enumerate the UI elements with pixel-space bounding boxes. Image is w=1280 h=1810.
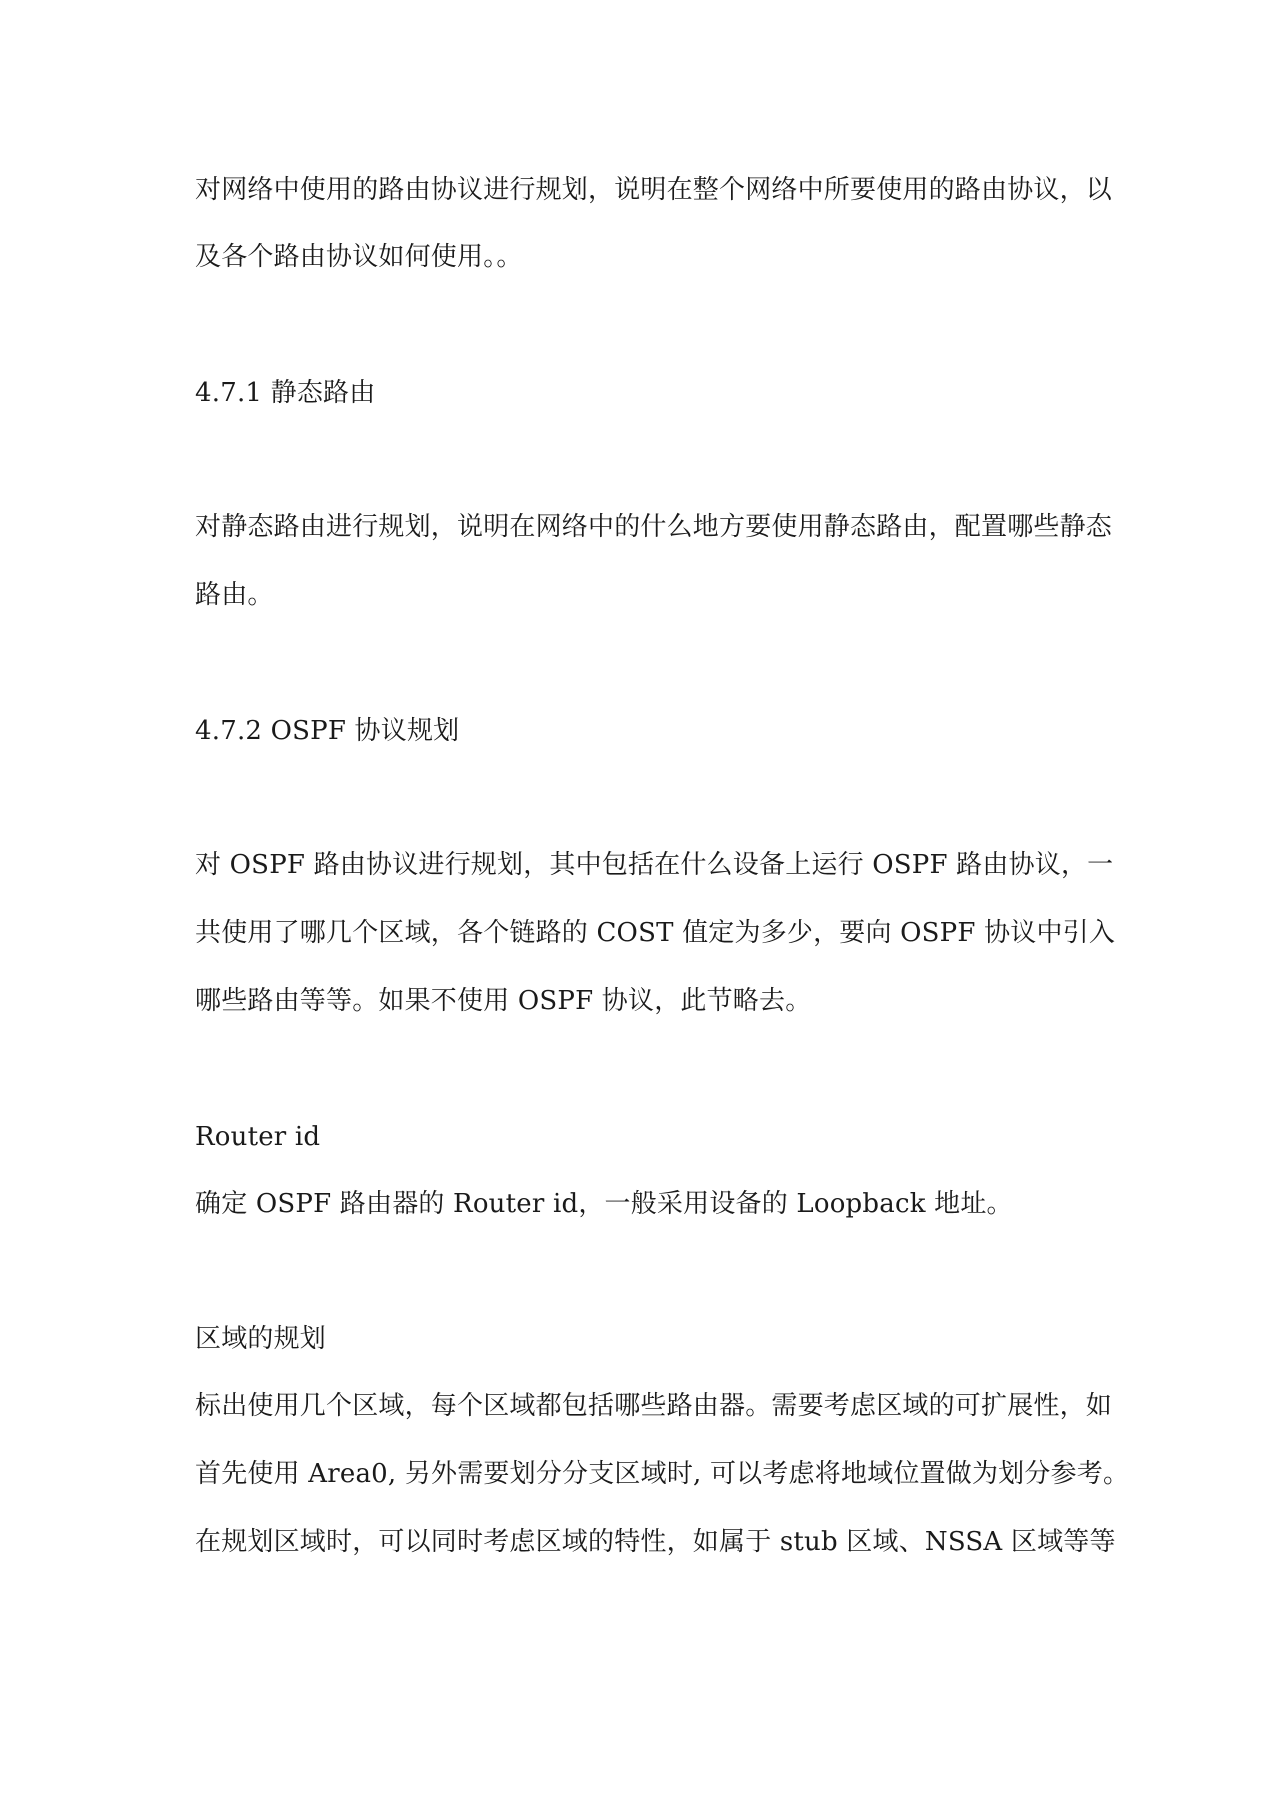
ospf-paragraph-line-1: 对 OSPF 路由协议进行规划，其中包括在什么设备上运行 OSPF 路由协议，一 [195,850,1114,880]
subheading-router-id: Router id [195,1122,321,1152]
subheading-area-planning: 区域的规划 [195,1324,327,1354]
section-heading-ospf: 4.7.2 OSPF 协议规划 [195,716,460,746]
area-planning-paragraph-line-1: 标出使用几个区域，每个区域都包括哪些路由器。需要考虑区域的可扩展性，如 [195,1391,1113,1421]
area-planning-paragraph-line-2: 首先使用 Area0, 另外需要划分分支区域时, 可以考虑将地域位置做为划分参考。 [195,1459,1130,1489]
intro-paragraph-line-1: 对网络中使用的路由协议进行规划，说明在整个网络中所要使用的路由协议，以 [195,175,1113,205]
intro-paragraph-line-2: 及各个路由协议如何使用。。 [195,242,523,272]
area-planning-paragraph-line-3: 在规划区域时，可以同时考虑区域的特性，如属于 stub 区域、NSSA 区域等等 [195,1527,1116,1557]
static-routing-paragraph-line-2: 路由。 [195,580,274,610]
section-heading-static-routing: 4.7.1 静态路由 [195,378,376,408]
ospf-paragraph-line-2: 共使用了哪几个区域，各个链路的 COST 值定为多少，要向 OSPF 协议中引入 [195,918,1116,948]
router-id-paragraph-line-1: 确定 OSPF 路由器的 Router id，一般采用设备的 Loopback 地址。 [195,1189,1013,1219]
ospf-paragraph-line-3: 哪些路由等等。如果不使用 OSPF 协议，此节略去。 [195,986,812,1016]
static-routing-paragraph-line-1: 对静态路由进行规划，说明在网络中的什么地方要使用静态路由，配置哪些静态 [195,512,1113,542]
